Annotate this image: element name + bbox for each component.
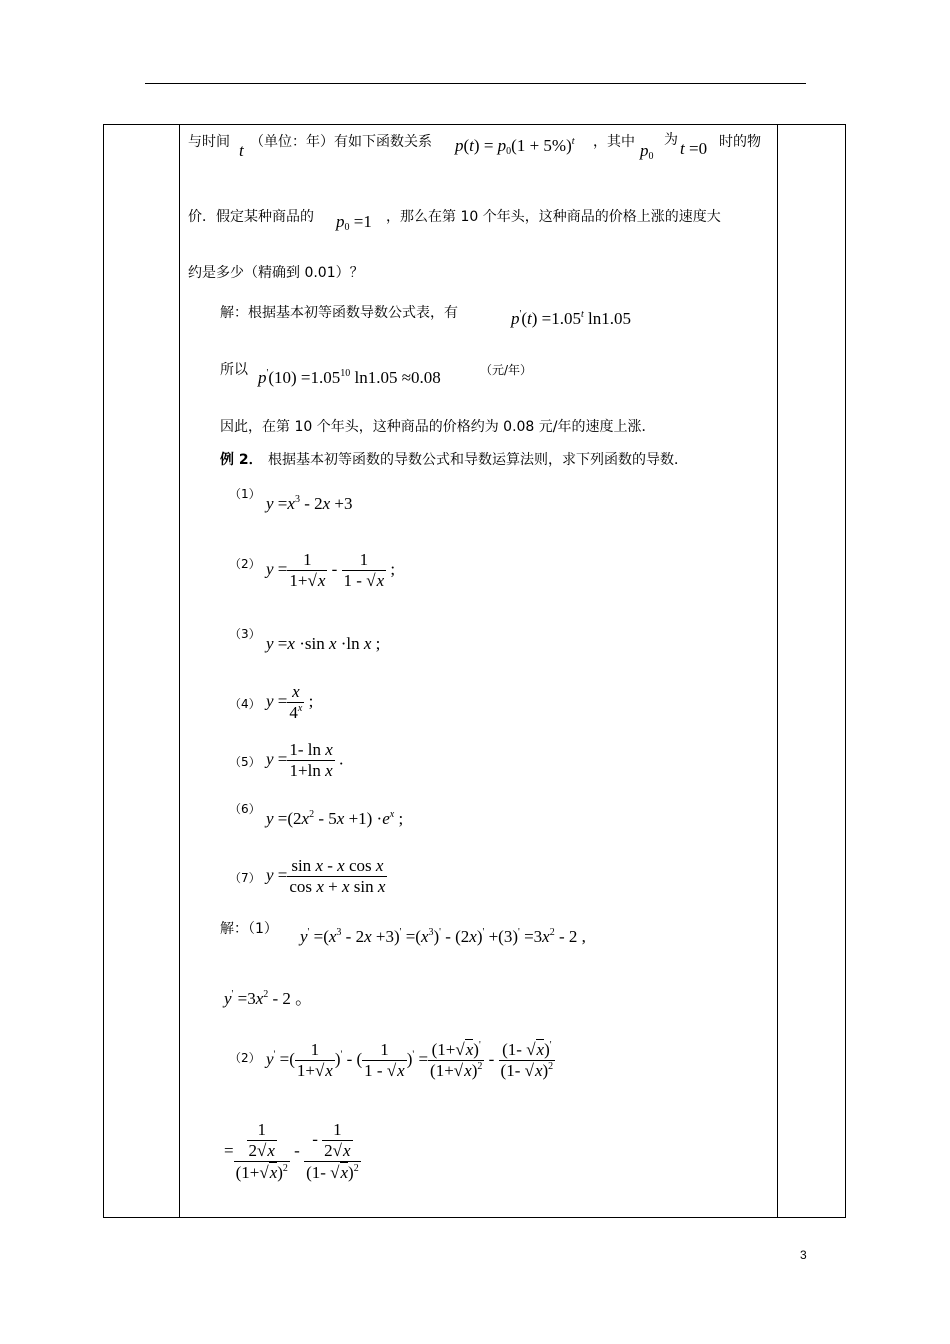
text-segment: （元/年） [480,363,533,377]
problem-line-1 [188,131,230,161]
math-item-4: y = $\frac{x}{4^x}$ ; [266,682,314,722]
math-item-1: $y =x^3 - 2x +3$ [266,494,353,513]
item-label: （4） [229,697,261,711]
math-item-6: $y =(2x^2 - 5x +1) \cdot e^x$ ; [266,809,404,828]
text-segment: 为 [664,132,678,148]
math-sol-1-result: $y' =3x^2 - 2$ 。 [224,989,313,1008]
text-segment: 解：根据基本初等函数导数公式表，有 [220,305,458,321]
math-derivative-formula: $p'(t) =1.05^t$ ln1.05 [511,309,631,328]
math-t: t [239,141,244,160]
text-segment: （单位：年）有如下函数关系 [250,134,432,150]
text-segment: 价．假定某种商品的 [188,209,314,225]
item-label: （7） [229,871,261,885]
text-segment: ，那么在第 10 个年头，这种商品的价格上涨的速度大 [386,209,721,225]
item-label: （2） [229,557,261,571]
math-sol-2-cont: = $\frac{\frac{1}{2√x}}{(1+√x)^2}$ - - $\frac{1}{2√x}$ (1- √x)$^2$ [224,1120,359,1182]
text-segment: 根据基本初等函数的导数公式和导数运算法则，求下列函数的导数． [268,452,688,468]
text-segment: 与时间 [188,134,230,150]
item-label: （1） [229,487,261,501]
table-column-divider-right [777,124,778,1218]
item-label: （2） [229,1051,261,1065]
header-rule [145,83,806,84]
math-p0: $p_0$ [640,141,654,162]
math-item-7: y = $\frac{\text{sin x - x cos x}}{\text{cos x + x sin x}}$ [266,856,386,896]
math-t-eq-0: t =0 [680,139,708,158]
table-column-divider-left [179,124,180,1218]
math-item-5: y = $\frac{\text{1- ln x}}{\text{1+ln x}}$ . [266,740,344,780]
math-price-function: $p(t) = p_0(1 + 5\%)^t$ [455,136,575,157]
math-derivative-at-10: $p'(10) =1.05^{10}$ ln1.05 ≈0.08 [258,368,441,387]
page-number: 3 [800,1248,807,1262]
text-segment: ，其中 [593,134,635,150]
item-label: （3） [229,627,261,641]
text-segment: 所以 [220,362,248,378]
text-segment: 约是多少（精确到 0.01）？ [188,265,364,281]
text-segment: 解：（1） [220,921,278,937]
item-label: （6） [229,802,261,816]
math-sol-2: y' =( $\frac{1}{1+√x}$ )' - ( $\frac{1}{1 - √x}$ )' = $\frac{(1+√x)'}{(1+√x)^2}$ - $\frac{(1- √x)'}{(1- √x)^2}$ [266,1040,554,1080]
text-segment: 时的物 [719,134,761,150]
example-label: 例 2． [220,452,263,468]
math-item-3: y =x ·sin x ·ln x ; [266,634,381,653]
text-segment: 因此，在第 10 个年头，这种商品的价格约为 0.08 元/年的速度上涨． [220,419,656,435]
math-sol-1: $y' =(x^3 - 2x +3)' =(x^3)' - (2x)' +(3)' =3x^2 - 2$ , [300,927,586,946]
item-label: （5） [229,755,261,769]
math-p0-eq-1: $p_0 =1$ [336,212,372,233]
math-item-2: y = $\frac{1}{1+√x}$ - $\frac{1}{1 - √x}$ ; [266,550,396,590]
